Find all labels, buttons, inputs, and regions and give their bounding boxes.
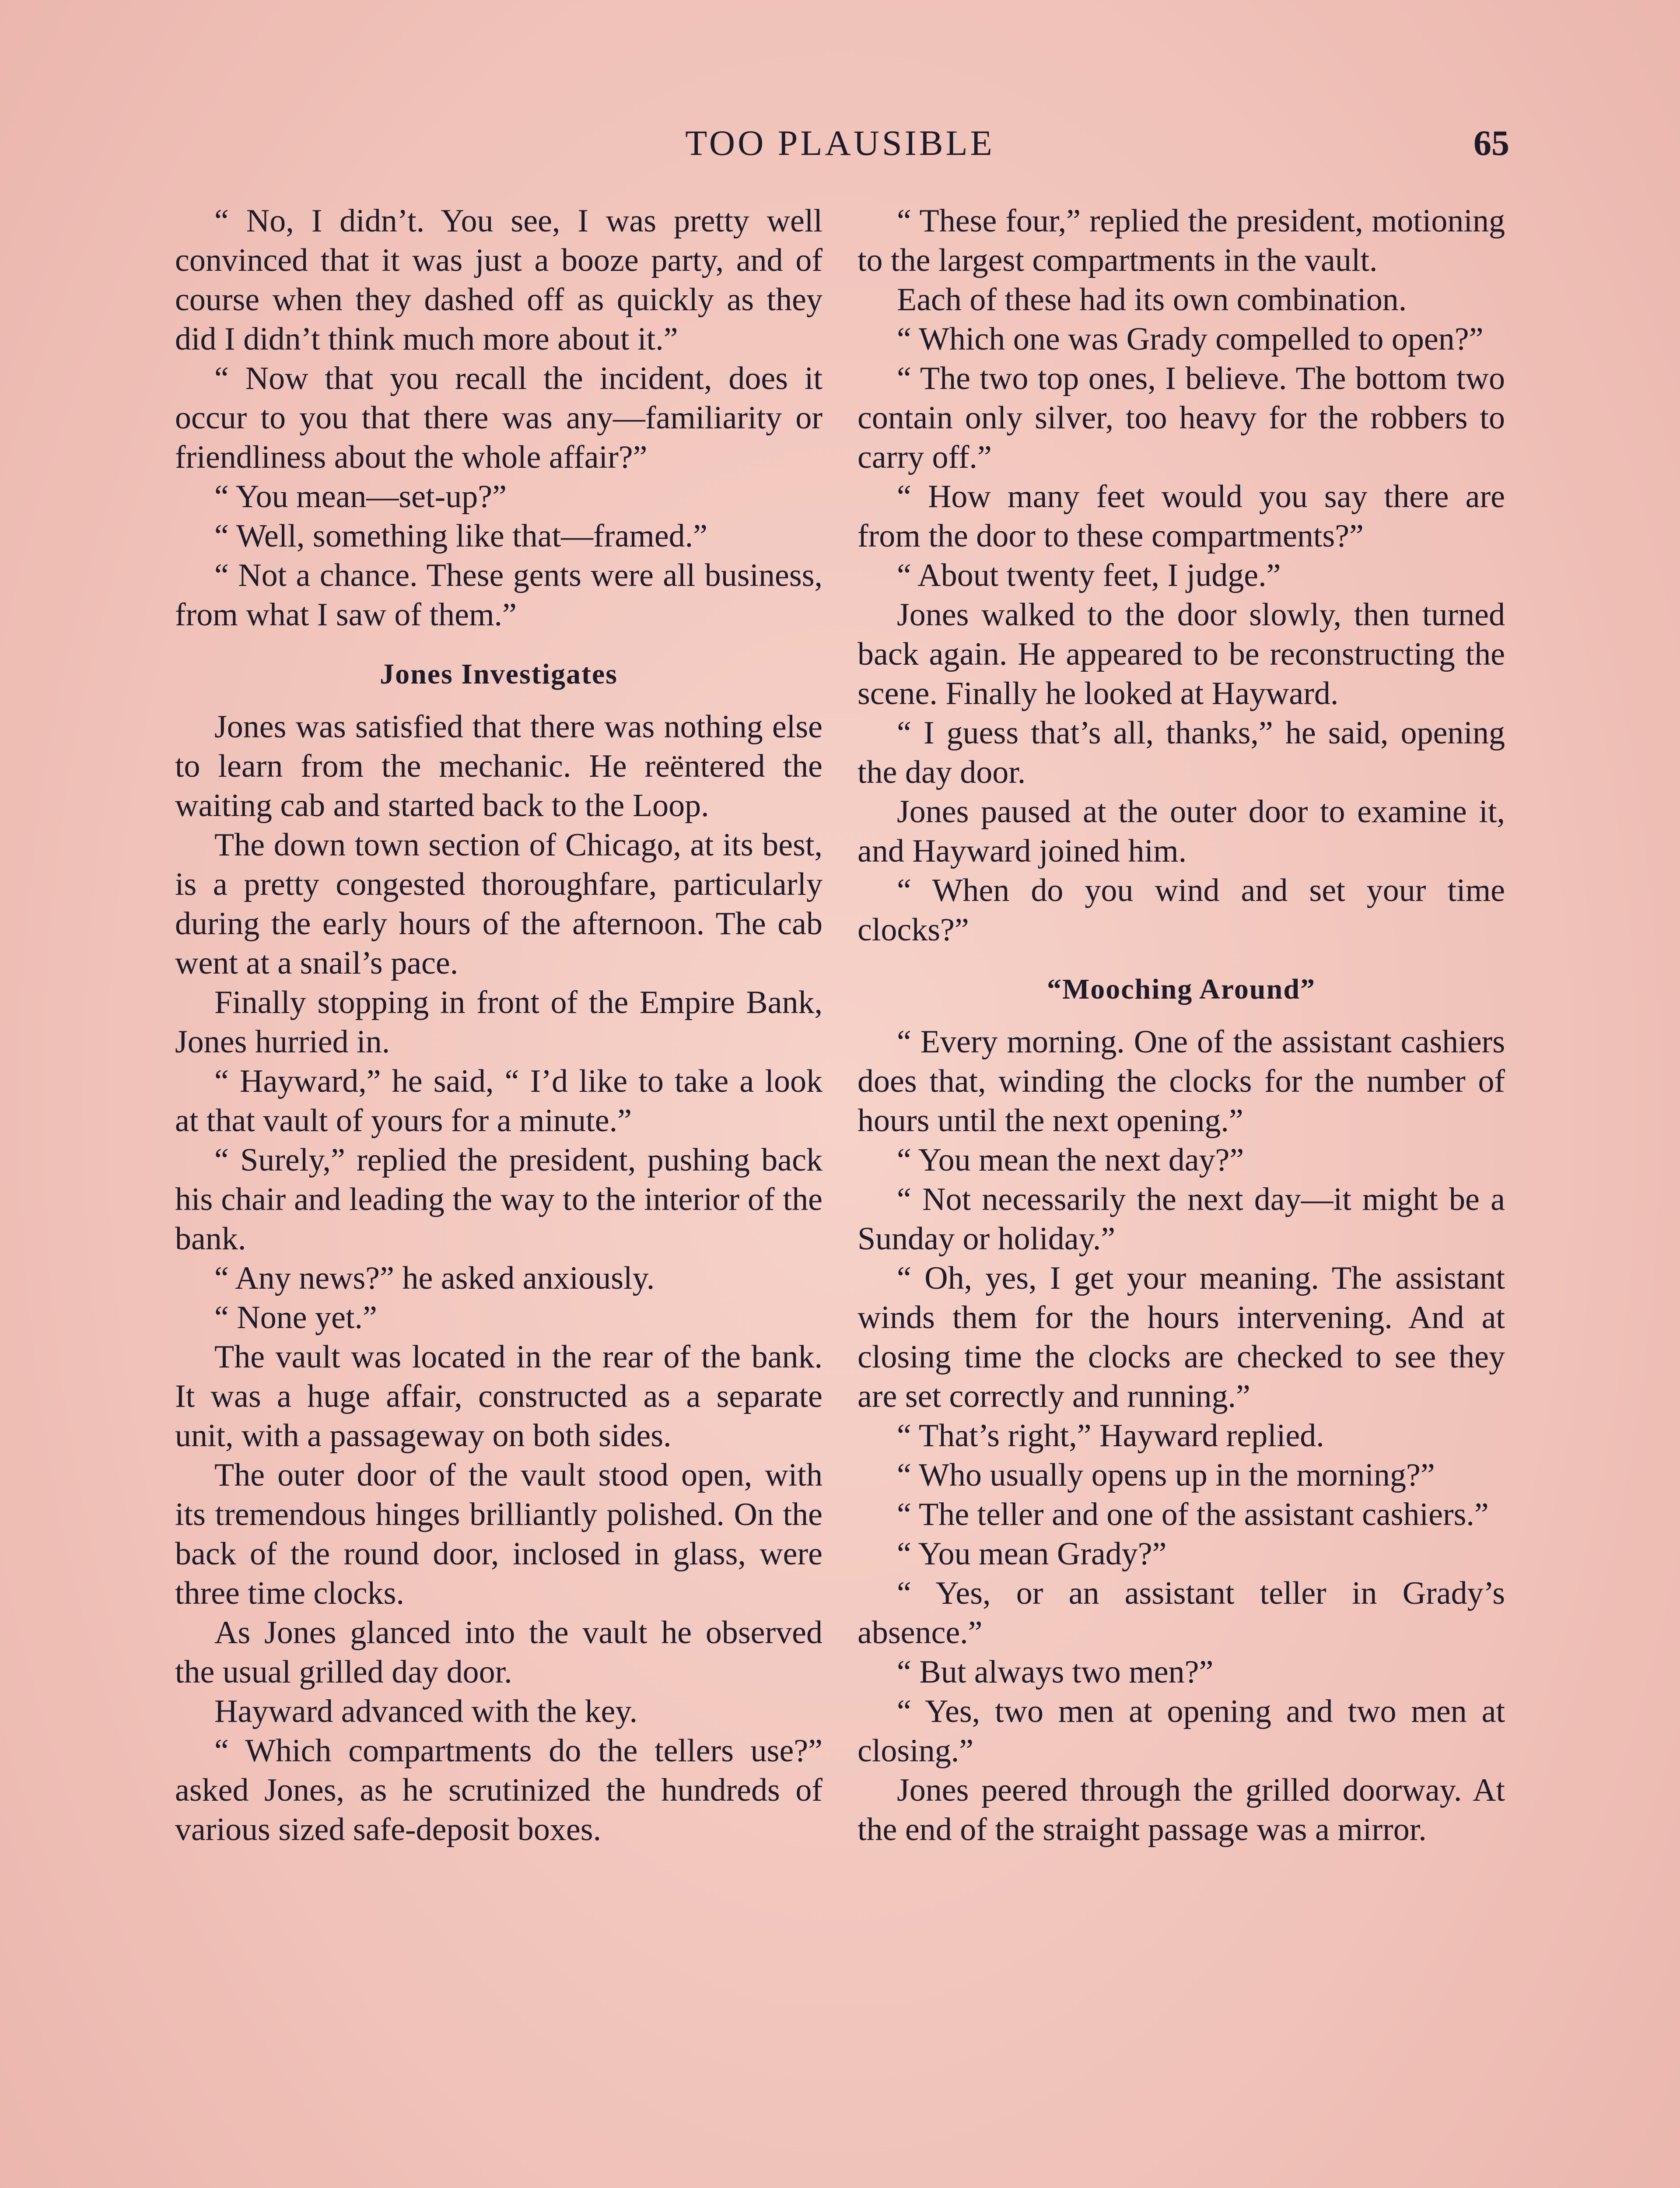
paragraph: Jones paused at the outer door to examine it, and Hayward joined him.	[858, 794, 1505, 869]
paragraph: “ I guess that’s all, thanks,” he said, opening the day door.	[858, 715, 1505, 790]
paragraph: “ Not necessarily the next day—it might be a Sunday or holiday.”	[858, 1182, 1505, 1257]
paragraph: Jones walked to the door slowly, then turned back again. He appeared to be reconstructing the scene. Finally he looked at Hayward.	[858, 597, 1505, 712]
paragraph: “ You mean the next day?”	[897, 1142, 1244, 1178]
running-title: TOO PLAUSIBLE	[685, 123, 995, 163]
paragraph: “ But always two men?”	[897, 1654, 1214, 1690]
page-header	[171, 123, 1509, 171]
section-heading: Jones Investigates	[380, 658, 618, 690]
right-column	[858, 201, 1505, 1849]
paragraph: As Jones glanced into the vault he observed the usual grilled day door.	[175, 1615, 822, 1690]
paragraph: “ Yes, two men at opening and two men at closing.”	[858, 1694, 1505, 1769]
paragraph: Hayward advanced with the key.	[214, 1694, 638, 1729]
paragraph: “ Surely,” replied the president, pushing back his chair and leading the way to the interior of the bank.	[175, 1142, 822, 1257]
paragraph: The outer door of the vault stood open, with its tremendous hinges brilliantly polished. On the back of the round door, inclosed in glass, were three time clocks.	[175, 1457, 822, 1611]
paragraph: “ Who usually opens up in the morning?”	[897, 1457, 1435, 1493]
paragraph: Jones was satisfied that there was nothing else to learn from the mechanic. He reëntered the waiting cab and started back to the Loop.	[175, 709, 822, 824]
paragraph: “ The teller and one of the assistant cashiers.”	[897, 1497, 1489, 1532]
paragraph: Finally stopping in front of the Empire Bank, Jones hurried in.	[175, 985, 822, 1060]
paragraph: The down town section of Chicago, at its best, is a pretty congested thoroughfare, particularly during the early hours of the afternoon. The cab went at a snail’s pace.	[175, 827, 822, 981]
paragraph: “ None yet.”	[214, 1300, 377, 1336]
paragraph: “ Any news?” he asked anxiously.	[214, 1260, 655, 1296]
paragraph: “ These four,” replied the president, motioning to the largest compartments in the vault.	[858, 203, 1505, 278]
paragraph: “ No, I didn’t. You see, I was pretty well convinced that it was just a booze party, and of course when they dashed off as quickly as they did I didn’t think much more about it.”	[175, 203, 822, 357]
paragraph: “ Yes, or an assistant teller in Grady’s absence.”	[858, 1575, 1505, 1651]
paragraph: “ Which compartments do the tellers use?” asked Jones, as he scrutinized the hundreds of various sized safe-deposit boxes.	[175, 1733, 822, 1848]
paragraph: “ Now that you recall the incident, does it occur to you that there was any—familiarity or friendliness about the whole affair?”	[175, 361, 822, 475]
paragraph: “ You mean Grady?”	[897, 1536, 1167, 1572]
paragraph: “ Which one was Grady compelled to open?”	[897, 321, 1484, 357]
paragraph: The vault was located in the rear of the bank. It was a huge affair, constructed as a separate unit, with a passageway on both sides.	[175, 1339, 822, 1454]
paragraph: “ Oh, yes, I get your meaning. The assistant winds them for the hours intervening. And at closing time the clocks are checked to see they are set correctly and running.”	[858, 1260, 1505, 1414]
paragraph: “ How many feet would you say there are from the door to these compartments?”	[858, 479, 1505, 554]
paragraph: “ When do you wind and set your time clocks?”	[858, 873, 1505, 948]
paragraph: “ Every morning. One of the assistant cashiers does that, winding the clocks for the number of hours until the next opening.”	[858, 1024, 1505, 1139]
paragraph: “ That’s right,” Hayward replied.	[897, 1418, 1324, 1454]
page-number: 65	[1474, 123, 1509, 163]
left-column	[175, 201, 822, 1849]
section-heading: “Mooching Around”	[1046, 973, 1316, 1005]
paragraph: “ The two top ones, I believe. The bottom two contain only silver, too heavy for the robbers to carry off.”	[858, 361, 1505, 475]
paragraph: “ About twenty feet, I judge.”	[897, 558, 1281, 593]
paragraph: “ Not a chance. These gents were all business, from what I saw of them.”	[175, 558, 822, 633]
paragraph: Each of these had its own combination.	[897, 282, 1407, 318]
paragraph: “ Well, something like that—framed.”	[214, 518, 708, 554]
paragraph: Jones peered through the grilled doorway. At the end of the straight passage was a mirror.	[858, 1772, 1505, 1848]
paragraph: “ Hayward,” he said, “ I’d like to take a look at that vault of yours for a minute.”	[175, 1063, 822, 1139]
paragraph: “ You mean—set-up?”	[214, 479, 507, 515]
